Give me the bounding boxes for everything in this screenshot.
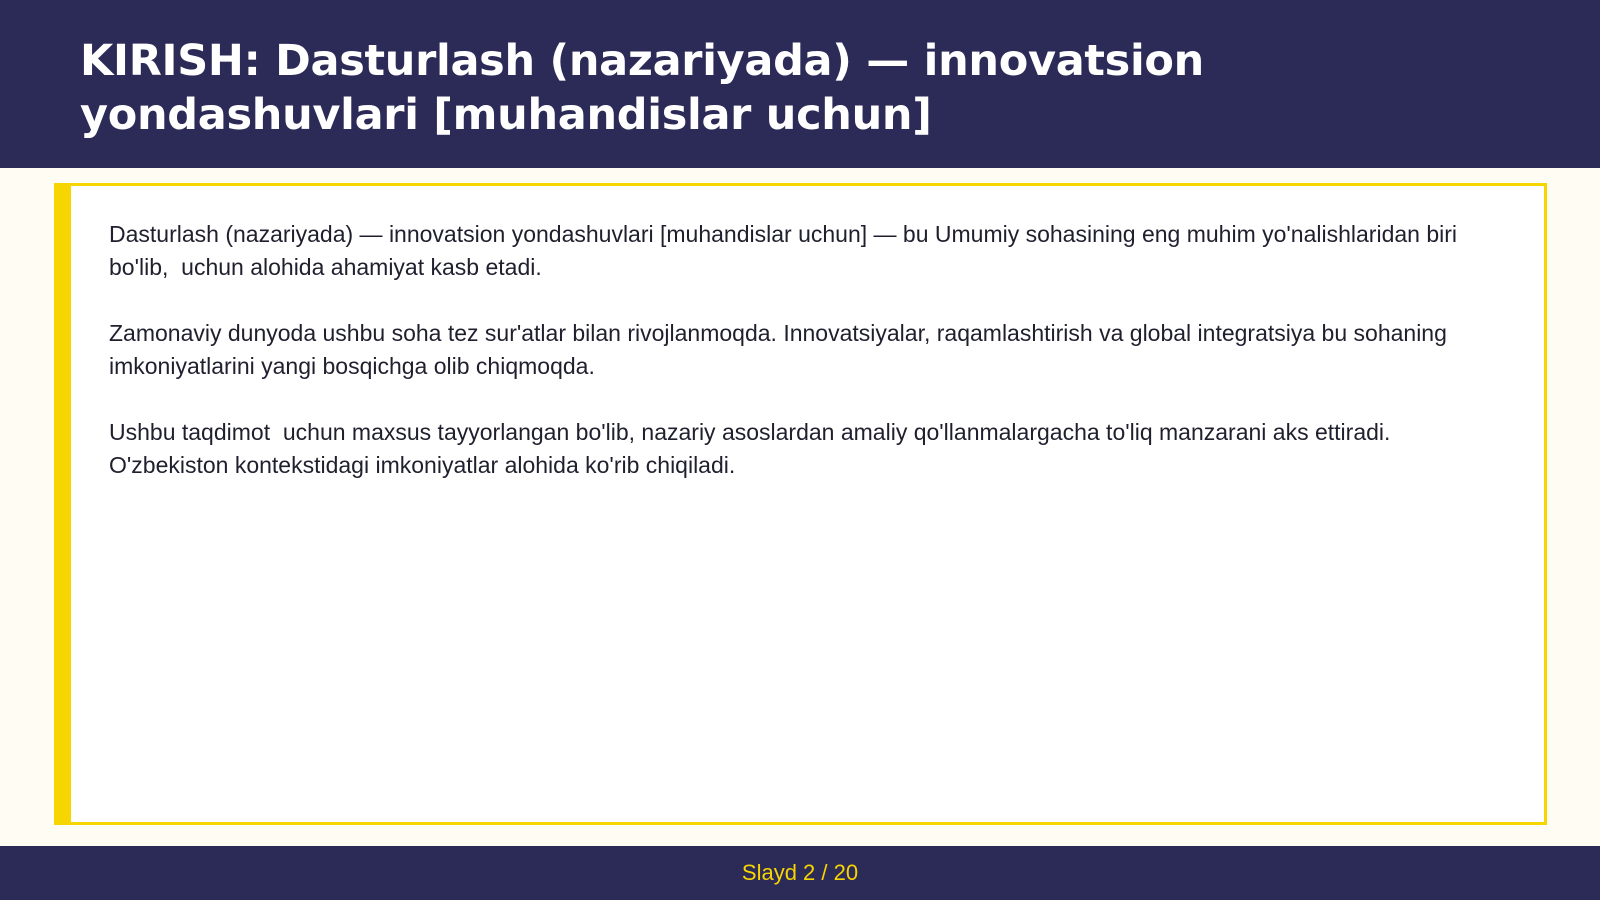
slide-title: KIRISH: Dasturlash (nazariyada) — innovatsion yondashuvlari [muhandislar uchun] bbox=[80, 36, 1204, 140]
slide-header bbox=[0, 0, 1600, 168]
content-card bbox=[54, 183, 1547, 825]
presentation-scope-paragraph: Ushbu taqdimot uchun maxsus tayyorlangan bo'lib, nazariy asoslardan amaliy qo'llanmalargacha to'liq manzarani aks ettiradi. O'zbekiston kontekstidagi imkoniyatlar alohida ko'rib chiqiladi. bbox=[109, 419, 1397, 478]
slide-footer bbox=[0, 846, 1600, 900]
modern-world-paragraph: Zamonaviy dunyoda ushbu soha tez sur'atlar bilan rivojlanmoqda. Innovatsiyalar, raqamlashtirish va global integratsiya bu sohaning imkoniyatlarini yangi bosqichga olib chiqmoqda. bbox=[109, 320, 1454, 379]
intro-paragraph: Dasturlash (nazariyada) — innovatsion yondashuvlari [muhandislar uchun] — bu Umumiy sohasining eng muhim yo'nalishlaridan biri bo'lib, uchun alohida ahamiyat kasb etadi. bbox=[109, 221, 1464, 280]
slide-counter: Slayd 2 / 20 bbox=[741, 860, 859, 885]
